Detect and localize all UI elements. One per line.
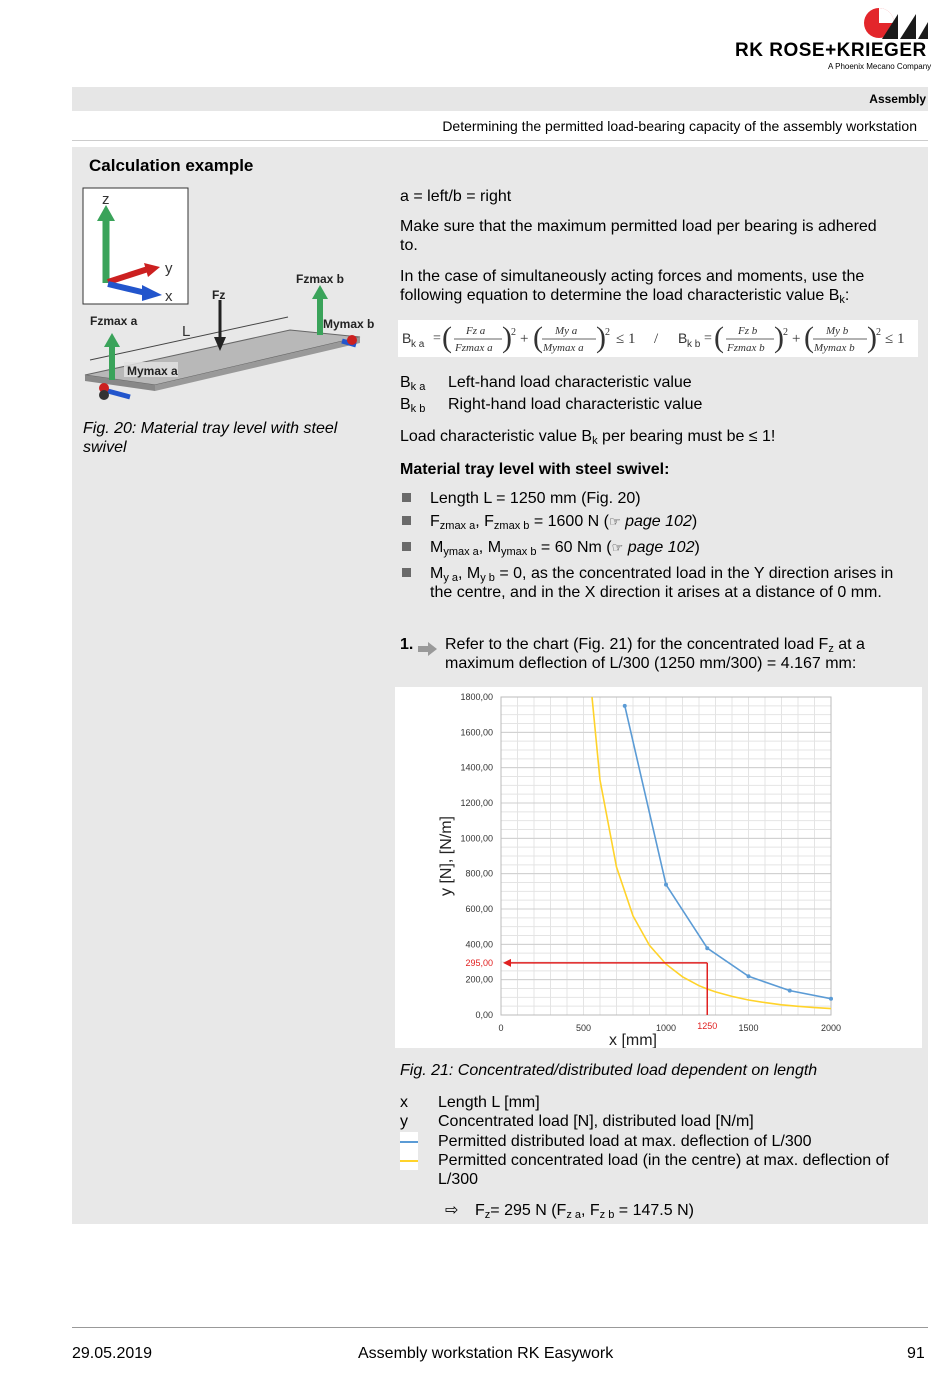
footer-title: Assembly workstation RK Easywork xyxy=(358,1345,614,1362)
svg-text:k a: k a xyxy=(411,339,425,350)
result-text: $F_z= 295$ N ($F_{z a}$, $F_{z b} = 147.5$ N) xyxy=(475,1202,694,1221)
mymax-b-moment xyxy=(347,335,357,345)
svg-text:): ) xyxy=(596,321,606,354)
y-label: y xyxy=(165,260,173,277)
series-point xyxy=(788,989,792,993)
legend-key-x: x xyxy=(400,1094,408,1111)
svg-text:Fzmax b: Fzmax b xyxy=(727,342,765,354)
bullet-square-icon xyxy=(402,568,411,577)
bullet-square-icon xyxy=(402,516,411,525)
svg-text:2: 2 xyxy=(876,327,881,338)
svg-text:≤ 1: ≤ 1 xyxy=(616,331,636,347)
def-bkb-text: Right-hand load characteristic value xyxy=(448,396,703,413)
legend-text-y: Concentrated load [N], distributed load [N/m] xyxy=(438,1113,754,1130)
bullet-length: Length L = 1250 mm (Fig. 20) xyxy=(430,490,641,507)
y-tick-label: 0,00 xyxy=(475,1010,493,1020)
section-title: Assembly xyxy=(869,92,926,106)
series-point xyxy=(705,946,709,950)
y-tick-label: 1200,00 xyxy=(460,798,493,808)
fig21-chart xyxy=(395,687,922,1048)
page-number: 91 xyxy=(907,1345,925,1362)
hand-pointer-icon: ☞ xyxy=(611,540,624,555)
length-label: L xyxy=(182,323,191,340)
svg-text:My a: My a xyxy=(555,325,578,337)
legend-swatch-blue xyxy=(400,1132,418,1151)
y-tick-label: 1800,00 xyxy=(460,692,493,702)
axes-box xyxy=(83,188,188,304)
bullet-square-icon xyxy=(402,493,411,502)
series-point xyxy=(747,974,751,978)
footer-divider xyxy=(72,1327,928,1328)
y-tick-label: 800,00 xyxy=(465,868,493,879)
legend-text-x: Length L [mm] xyxy=(438,1094,540,1111)
svg-text:2: 2 xyxy=(605,327,610,338)
svg-text:(: ( xyxy=(533,321,543,354)
def-bka-text: Left-hand load characteristic value xyxy=(448,374,692,391)
equation xyxy=(398,320,918,357)
highlight-y-label: 295,00 xyxy=(465,957,493,968)
x-tick-label: 500 xyxy=(575,1023,592,1033)
svg-text:Fzmax a: Fzmax a xyxy=(455,342,493,354)
mymax-b-label: Mymax b xyxy=(323,317,375,331)
svg-text:): ) xyxy=(867,321,877,354)
y-tick-label: 1400,00 xyxy=(460,762,493,773)
x-tick-label: 1000 xyxy=(655,1023,677,1033)
legend-text-yellow: Permitted concentrated load (in the centre) at max. deflection of L/300 xyxy=(438,1152,889,1188)
step-number: 1. xyxy=(400,636,414,653)
svg-text:2: 2 xyxy=(511,327,516,338)
hand-pointer-icon: ☞ xyxy=(609,514,621,529)
svg-text:+: + xyxy=(792,331,801,347)
y-tick-label: 1600,00 xyxy=(460,727,493,738)
x-tick-label: 1500 xyxy=(738,1023,759,1033)
assignment-note: a = left/b = right xyxy=(400,188,512,205)
svg-text:(: ( xyxy=(442,321,452,354)
equation-intro: In the case of simultaneously acting forces and moments, use the following equation to determine the load characteristic value $B_k$: xyxy=(400,268,865,306)
y-tick-label: 1000,00 xyxy=(460,833,493,844)
legend-swatch-yellow xyxy=(400,1151,418,1170)
x-axis-label: x [mm] xyxy=(609,1032,657,1048)
calculation-title: Calculation example xyxy=(89,156,254,175)
divider xyxy=(72,140,928,141)
svg-text:): ) xyxy=(774,321,784,354)
svg-text:k b: k b xyxy=(687,339,701,350)
svg-text:B: B xyxy=(402,330,412,346)
company-name: RK ROSE+KRIEGER xyxy=(735,40,927,61)
fzmax-a-label: Fzmax a xyxy=(90,314,138,328)
svg-text:/: / xyxy=(654,331,659,347)
company-subtitle: A Phoenix Mecano Company xyxy=(828,62,932,71)
legend-text-blue: Permitted distributed load at max. deflection of L/300 xyxy=(438,1133,812,1150)
series-line-concentrated xyxy=(584,687,832,1009)
z-label: z xyxy=(102,191,110,208)
bullet-square-icon xyxy=(402,542,411,551)
material-subhead: Material tray level with steel swivel: xyxy=(400,461,670,478)
svg-text:My b: My b xyxy=(826,325,849,337)
fz-label: Fz xyxy=(212,288,226,302)
step-text: Refer to the chart (Fig. 21) for the concentrated load $F_z$ at a maximum deflection of L/300 (1250 mm/300) = 4.167 mm: xyxy=(445,636,865,672)
fig20-caption: Fig. 20: Material tray level with steel swivel xyxy=(83,420,338,456)
step-arrow-icon xyxy=(418,642,438,656)
footer-date: 29.05.2019 xyxy=(72,1345,153,1362)
bullet-mymax: $M_{ymax a}$, $M_{ymax b} = 60$ Nm (☞ page 102) xyxy=(430,539,700,558)
page-subtitle: Determining the permitted load-bearing capacity of the assembly workstation xyxy=(442,118,917,134)
lcv-note: Load characteristic value $B_k$ per bearing must be ≤ 1! xyxy=(400,428,776,447)
highlight-x-label: 1250 xyxy=(697,1021,718,1031)
svg-text:Mymax b: Mymax b xyxy=(814,342,855,354)
equation-box xyxy=(398,320,918,357)
svg-text:=: = xyxy=(433,331,441,346)
bullet-fzmax: $F_{zmax a}$, $F_{zmax b} = 1600$ N (☞ page 102) xyxy=(430,513,698,532)
fig20-illustration xyxy=(80,185,380,415)
series-point xyxy=(623,704,627,708)
x-label: x xyxy=(165,288,173,305)
svg-text:Fz b: Fz b xyxy=(738,325,758,337)
result-arrow-icon: ⇨ xyxy=(445,1202,459,1219)
series-point xyxy=(829,997,833,1001)
fig21-caption: Fig. 21: Concentrated/distributed load dependent on length xyxy=(400,1062,818,1079)
x-tick-label: 0 xyxy=(498,1023,504,1033)
y-tick-label: 600,00 xyxy=(465,904,493,914)
def-bka-symbol: $B_{k a}$ xyxy=(400,374,426,393)
fzmax-b-label: Fzmax b xyxy=(296,272,345,286)
svg-text:≤ 1: ≤ 1 xyxy=(885,331,905,347)
def-bkb-symbol: $B_{k b}$ xyxy=(400,396,426,415)
svg-text:B: B xyxy=(678,330,688,346)
highlight-arrowhead xyxy=(503,959,511,967)
svg-text:): ) xyxy=(502,321,512,354)
svg-text:Mymax a: Mymax a xyxy=(543,342,584,354)
svg-text:2: 2 xyxy=(783,327,788,338)
chart-svg xyxy=(395,687,922,1048)
svg-text:(: ( xyxy=(714,321,724,354)
company-logo-icon xyxy=(862,6,930,40)
x-tick-label: 2000 xyxy=(820,1023,842,1033)
max-load-note: Make sure that the maximum permitted load per bearing is adhered to. xyxy=(400,218,877,254)
svg-text:(: ( xyxy=(804,321,814,354)
page-link[interactable]: page 102 xyxy=(627,539,695,556)
svg-text:Fz a: Fz a xyxy=(466,325,486,337)
y-tick-label: 200,00 xyxy=(465,974,493,985)
series-point xyxy=(664,883,668,887)
legend-key-y: y xyxy=(400,1113,408,1130)
y-tick-label: 400,00 xyxy=(465,939,493,950)
y-axis-label: y [N], [N/m] xyxy=(438,816,455,896)
page-link[interactable]: page 102 xyxy=(625,513,692,530)
svg-text:=: = xyxy=(704,331,712,346)
bullet-my: $M_{y a}$, $M_{y b} = 0$, as the concentrated load in the Y direction arises in the centre, and in the X direction it arises at a distance of 0 mm. xyxy=(430,565,894,601)
svg-text:+: + xyxy=(520,331,529,347)
mymax-a-label: Mymax a xyxy=(127,364,178,378)
section-header-bar xyxy=(72,87,928,111)
